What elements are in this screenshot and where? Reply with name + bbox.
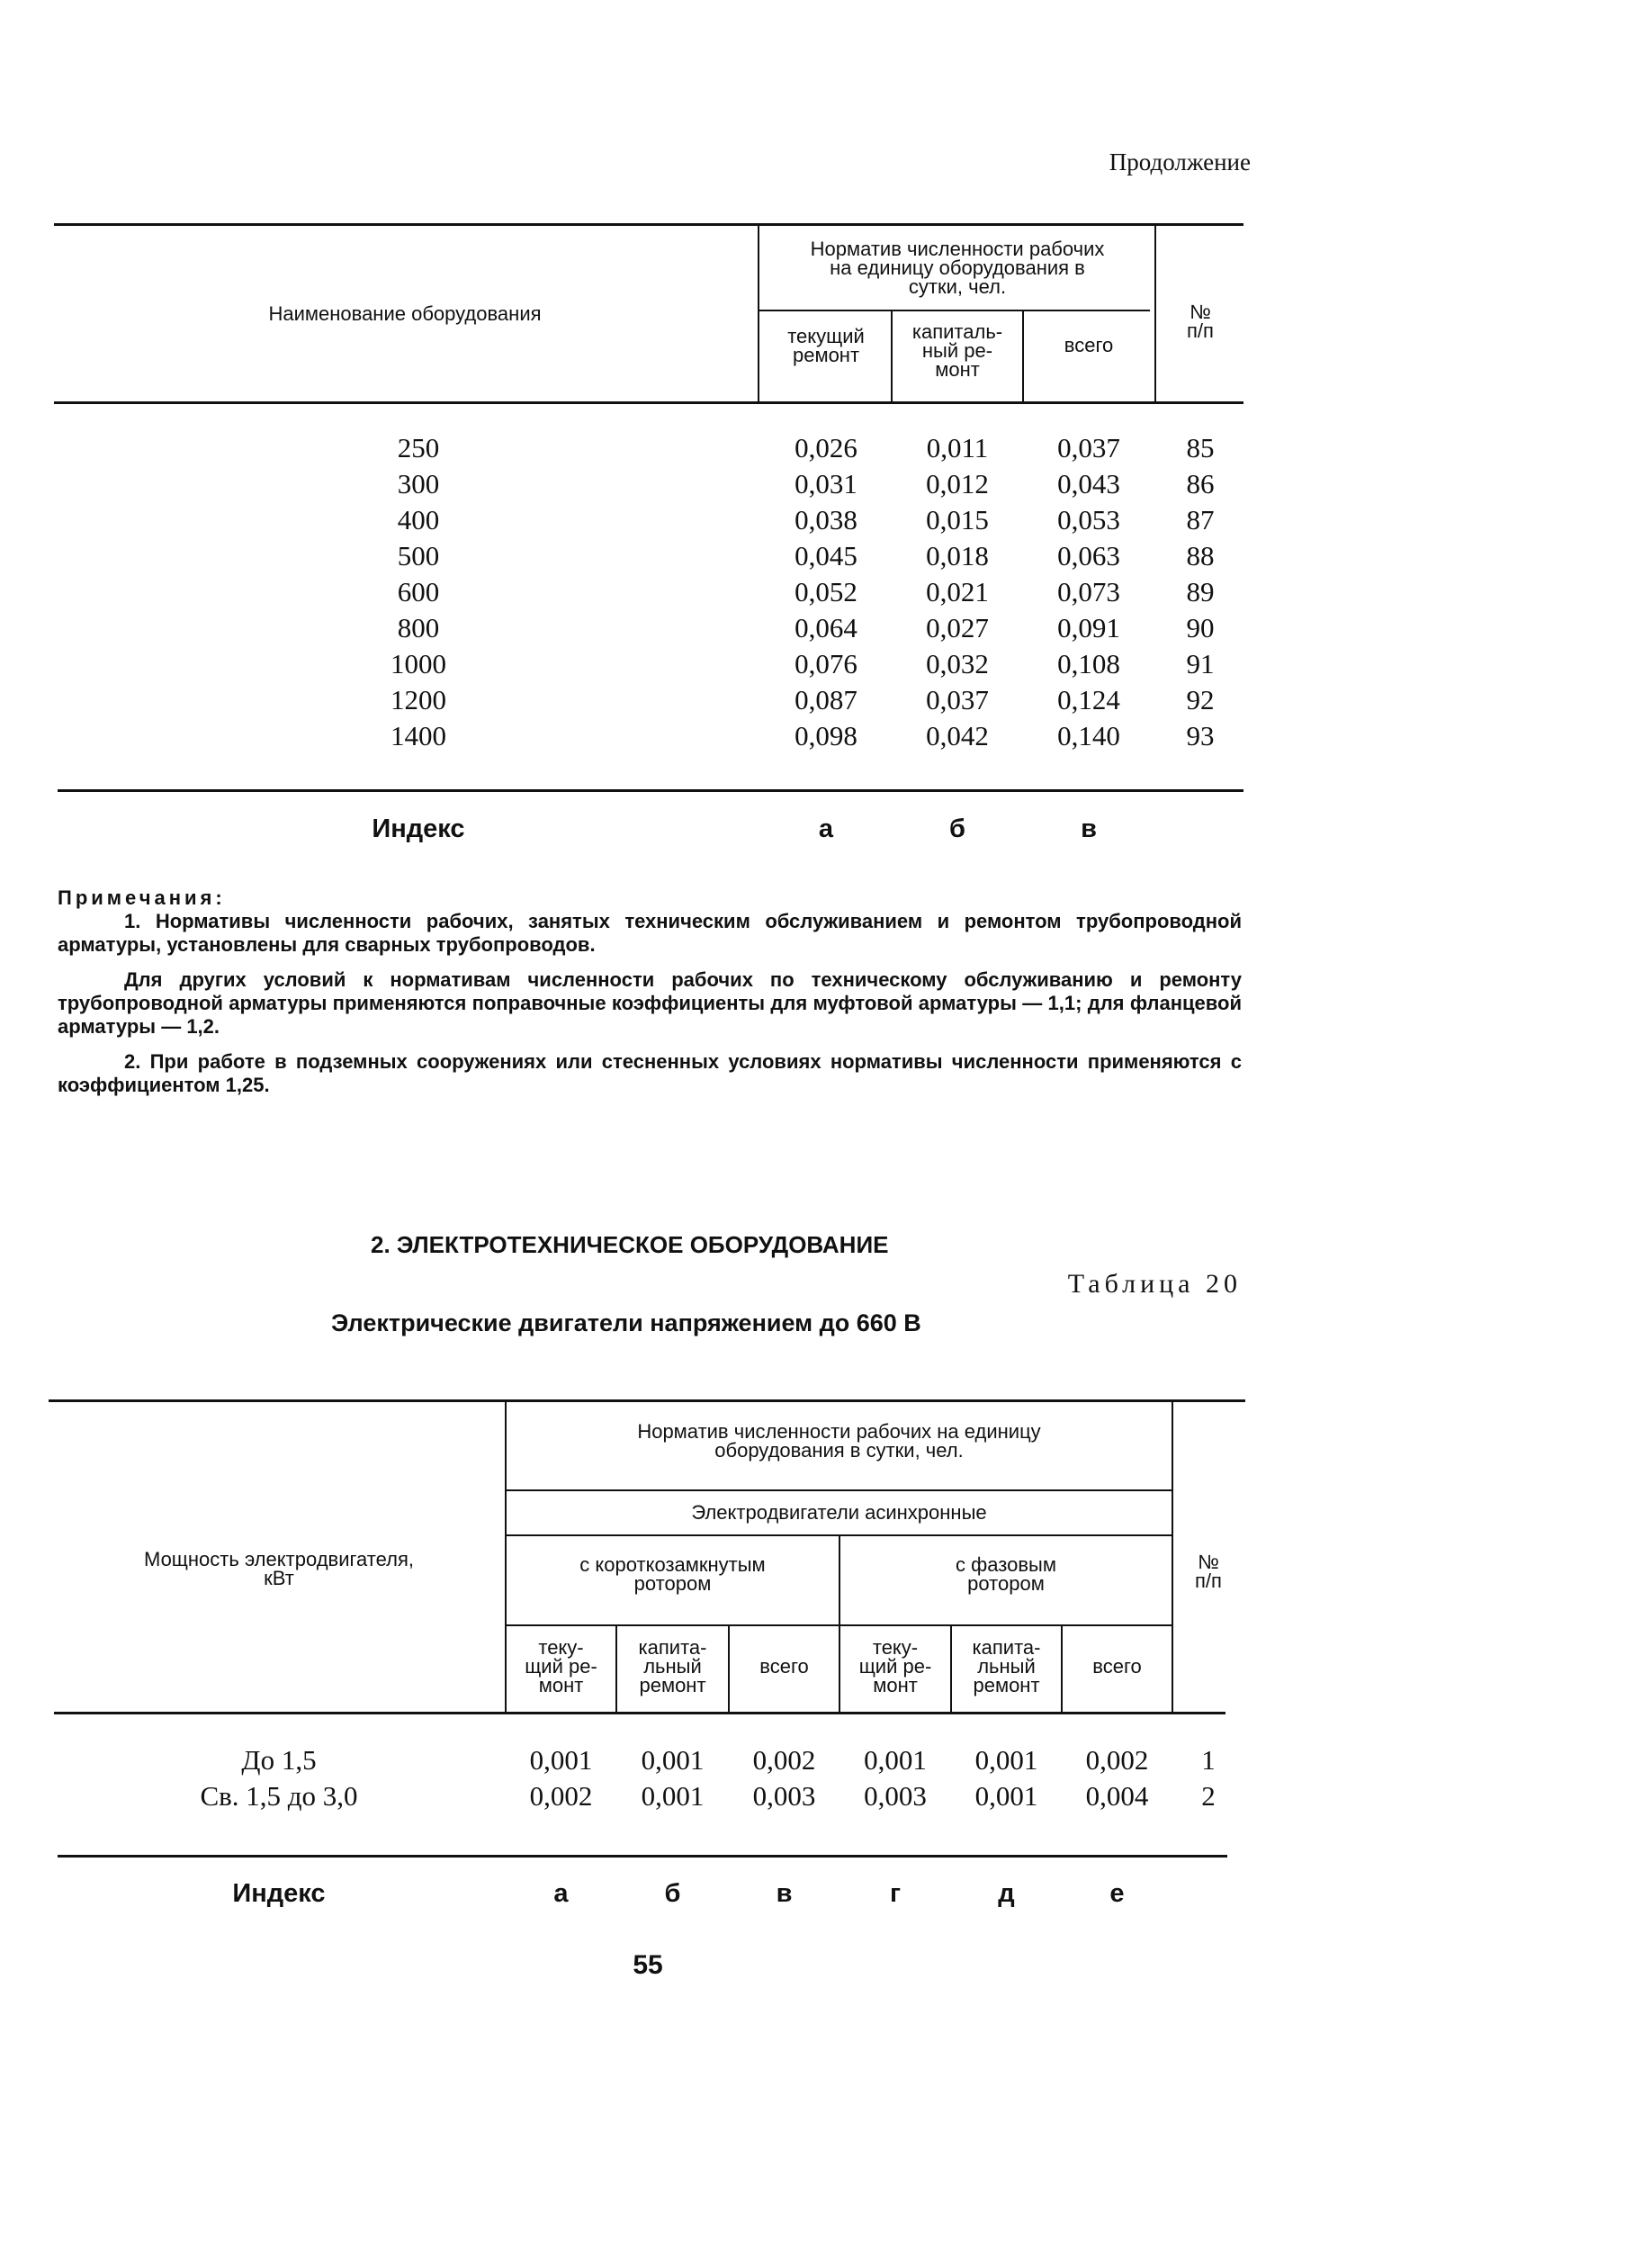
table2-sub-header: всего	[759, 1655, 809, 1678]
table-row	[0, 504, 1260, 536]
table1-cell-b: 0,011	[926, 432, 989, 463]
table-row	[0, 684, 1260, 716]
table2-left-group-header: с короткозамкнутым ротором	[579, 1553, 766, 1595]
table2-cell: 0,001	[529, 1744, 593, 1776]
table1-cell-n: 85	[1186, 432, 1215, 463]
table2-cell: 0,003	[752, 1780, 816, 1812]
table-row	[0, 576, 1260, 608]
table1-cell-b: 0,027	[926, 612, 989, 643]
table2-sub-header: теку- щий ре- монт	[858, 1636, 932, 1696]
table1-index-v: в	[1081, 814, 1097, 843]
table2-index: д	[998, 1879, 1015, 1908]
table-row	[0, 648, 1260, 680]
table1-cell-v: 0,124	[1057, 684, 1120, 715]
table-row	[0, 540, 1260, 572]
table1-cell-a: 0,038	[795, 504, 857, 535]
table1-cell-b: 0,015	[926, 504, 989, 535]
table2-cell-n: 1	[1201, 1744, 1216, 1776]
table1-cell-name: 400	[397, 504, 440, 535]
table1-cell-n: 86	[1186, 468, 1215, 499]
table1-sub-header-current: текущий ремонт	[787, 325, 865, 366]
note-paragraph-2: Для других условий к нормативам численности рабочих по техническому обслуживанию и ремонту трубопроводной арматуры применяются поправочные коэффициенты для муфтовой арматуры — 1,1; для фланцевой арматуры — 1,2.	[58, 968, 1242, 1038]
table-caption: Электрические двигатели напряжением до 660 В	[331, 1309, 921, 1336]
table2-index: е	[1109, 1879, 1125, 1908]
table1-cell-n: 87	[1186, 504, 1215, 535]
notes-title: Примечания:	[58, 886, 226, 909]
table1-index-a: а	[818, 814, 834, 843]
table1-bottom-rule	[58, 789, 1243, 792]
table1-cell-name: 600	[397, 576, 440, 607]
table2-sub-header: капита- льный ремонт	[638, 1636, 707, 1696]
table-label: Таблица 20	[1067, 1269, 1242, 1299]
table1-cell-a: 0,026	[795, 432, 857, 463]
table1-cell-name: 250	[397, 432, 440, 463]
table2-index: в	[776, 1879, 793, 1908]
table2-right-group-header: с фазовым ротором	[956, 1553, 1056, 1595]
page-number: 55	[633, 1950, 663, 1980]
table1-cell-n: 92	[1186, 684, 1215, 715]
table2-index: а	[553, 1879, 569, 1908]
table2-name-header: Мощность электродвигателя, кВт	[144, 1548, 414, 1589]
table-row	[0, 1780, 1260, 1813]
table2-index-label: Индекс	[232, 1879, 326, 1908]
table1-cell-v: 0,073	[1057, 576, 1120, 607]
table2-cell: 0,001	[974, 1744, 1038, 1776]
table1-cell-name: 300	[397, 468, 440, 499]
table1-num-header: № п/п	[1187, 301, 1214, 342]
table-row	[0, 612, 1260, 644]
table1-group-header: Норматив численности рабочих на единицу оборудования в сутки, чел.	[810, 238, 1105, 298]
note-paragraph-1: 1. Нормативы численности рабочих, занятых техническим обслуживанием и ремонтом трубопроводной арматуры, установлены для сварных трубопроводов.	[58, 910, 1242, 956]
table1-cell-a: 0,031	[795, 468, 857, 499]
table2-cell: 0,001	[864, 1744, 927, 1776]
table1-cell-b: 0,042	[926, 720, 989, 751]
table-row	[0, 720, 1260, 752]
table1-name-header: Наименование оборудования	[268, 302, 542, 325]
table1-vline	[758, 223, 759, 401]
table1-cell-n: 90	[1186, 612, 1215, 643]
section-title: 2. ЭЛЕКТРОТЕХНИЧЕСКОЕ ОБОРУДОВАНИЕ	[371, 1231, 889, 1258]
table1-cell-b: 0,032	[926, 648, 989, 679]
table2-cell-name: Св. 1,5 до 3,0	[200, 1780, 358, 1812]
table1-sub-header-capital: капиталь- ный ре- монт	[911, 320, 1003, 381]
table2-cell: 0,001	[974, 1780, 1038, 1812]
table1-cell-v: 0,043	[1057, 468, 1120, 499]
table1-cell-a: 0,087	[795, 684, 857, 715]
table2-cell: 0,002	[752, 1744, 816, 1776]
table1-index-row	[0, 814, 1260, 847]
table-row	[0, 432, 1260, 464]
table1-header-rule	[54, 401, 1243, 404]
table1-cell-n: 88	[1186, 540, 1215, 571]
table1-cell-v: 0,140	[1057, 720, 1120, 751]
table1-cell-b: 0,018	[926, 540, 989, 571]
table2-cell-name: До 1,5	[241, 1744, 317, 1776]
table1-cell-name: 500	[397, 540, 440, 571]
table1-top-rule	[54, 223, 1243, 226]
table1-cell-v: 0,091	[1057, 612, 1120, 643]
table2-group-header: Норматив численности рабочих на единицу оборудования в сутки, чел.	[637, 1420, 1041, 1462]
table-row	[0, 1744, 1260, 1777]
table1-vline	[1022, 310, 1024, 401]
table2-cell: 0,002	[529, 1780, 593, 1812]
table2-index-row	[0, 1879, 1260, 1912]
table2-index: г	[889, 1879, 902, 1908]
table1-cell-b: 0,021	[926, 576, 989, 607]
table1-cell-v: 0,063	[1057, 540, 1120, 571]
table1-cell-name: 1200	[391, 684, 446, 715]
table2-group-rule	[505, 1489, 1173, 1491]
table2-bottom-rule	[58, 1855, 1227, 1858]
table1-cell-v: 0,053	[1057, 504, 1120, 535]
continuation-label: Продолжение	[1109, 148, 1251, 175]
table2-cell: 0,003	[864, 1780, 927, 1812]
table2-subgroup-header: Электродвигатели асинхронные	[691, 1501, 987, 1524]
table1-cell-name: 1400	[391, 720, 446, 751]
table1-cell-n: 91	[1186, 648, 1215, 679]
table1-cell-v: 0,108	[1057, 648, 1120, 679]
table1-cell-b: 0,012	[926, 468, 989, 499]
table2-sub-header: всего	[1092, 1655, 1142, 1678]
table2-cell: 0,004	[1085, 1780, 1149, 1812]
table2-top-rule	[49, 1399, 1245, 1402]
table2-cell: 0,001	[641, 1744, 705, 1776]
table1-cell-a: 0,045	[795, 540, 857, 571]
table2-sub-header: капита- льный ремонт	[972, 1636, 1041, 1696]
table1-cell-n: 89	[1186, 576, 1215, 607]
table2-header-rule	[54, 1712, 1226, 1714]
table2-cell-n: 2	[1201, 1780, 1216, 1812]
table1-vline	[891, 310, 893, 401]
table2-num-header: № п/п	[1195, 1551, 1222, 1592]
table1-cell-n: 93	[1186, 720, 1215, 751]
table1-cell-name: 1000	[391, 648, 446, 679]
table2-index: б	[664, 1879, 681, 1908]
table1-cell-a: 0,064	[795, 612, 857, 643]
table2-cell: 0,002	[1085, 1744, 1149, 1776]
table1-vline	[1154, 223, 1156, 401]
table1-cell-v: 0,037	[1057, 432, 1120, 463]
table1-index-b: б	[949, 814, 965, 843]
table-row	[0, 468, 1260, 500]
table2-cell: 0,001	[641, 1780, 705, 1812]
table2-sub-header: теку- щий ре- монт	[525, 1636, 597, 1696]
table1-cell-name: 800	[397, 612, 440, 643]
table1-cell-a: 0,076	[795, 648, 857, 679]
table1-sub-header-total: всего	[1064, 334, 1114, 356]
table1-index-label: Индекс	[372, 814, 465, 843]
table1-group-rule	[758, 310, 1150, 311]
table1-cell-b: 0,037	[926, 684, 989, 715]
table1-cell-a: 0,052	[795, 576, 857, 607]
note-paragraph-3: 2. При работе в подземных сооружениях или стесненных условиях нормативы численности применяются с коэффициентом 1,25.	[58, 1050, 1242, 1096]
table1-cell-a: 0,098	[795, 720, 857, 751]
